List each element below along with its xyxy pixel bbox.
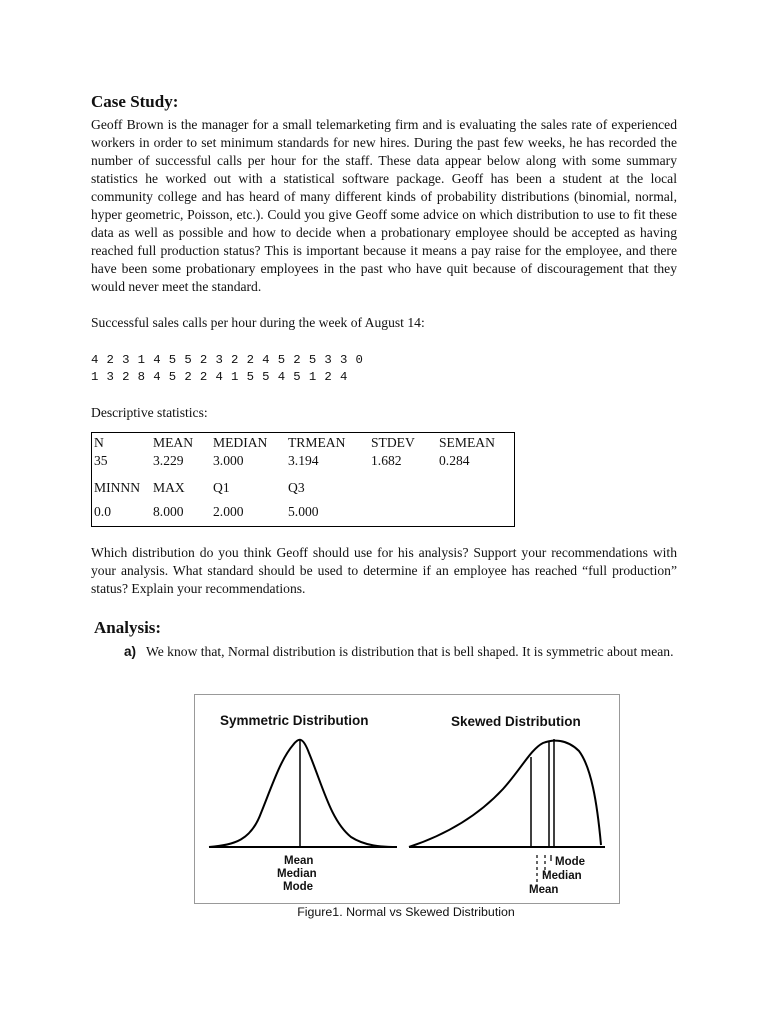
stats-header: MINNN — [94, 480, 141, 495]
stats-value: 3.000 — [213, 453, 244, 468]
analysis-heading: Analysis: — [94, 618, 162, 637]
skewed-title: Skewed Distribution — [451, 714, 581, 729]
stats-header: Q3 — [288, 480, 305, 495]
question-paragraph: Which distribution do you think Geoff should use for his analysis? Support your recommendations with your analysis. What standard should be used to determine if an employee has reached “full production” status? Explain your recommendations. — [91, 545, 677, 596]
data-intro: Successful sales calls per hour during the week of August 14: — [91, 315, 425, 330]
symmetric-label: Mean — [284, 855, 314, 867]
symmetric-title: Symmetric Distribution — [220, 713, 369, 728]
stats-header: STDEV — [371, 435, 415, 450]
stats-value: 0.0 — [94, 504, 111, 519]
stats-header: Q1 — [213, 480, 230, 495]
skewed-label: Median — [542, 870, 582, 882]
data-row-1: 4 2 3 1 4 5 5 2 3 2 2 4 5 2 5 3 3 0 — [91, 353, 364, 367]
stats-header: SEMEAN — [439, 435, 495, 450]
symmetric-curve — [209, 740, 397, 847]
stats-value: 1.682 — [371, 453, 402, 468]
stats-value: 3.229 — [153, 453, 184, 468]
stats-header: N — [94, 435, 104, 450]
item-text: We know that, Normal distribution is distribution that is bell shaped. It is symmetric about mean. — [146, 644, 674, 659]
distribution-figure — [194, 694, 620, 904]
case-study-heading: Case Study: — [91, 92, 179, 111]
document-page — [91, 92, 677, 660]
skewed-label: Mean — [529, 884, 559, 896]
stats-value: 8.000 — [153, 504, 184, 519]
symmetric-label: Median — [277, 868, 317, 880]
data-row-2: 1 3 2 8 4 5 2 2 4 1 5 5 4 5 1 2 4 — [91, 370, 348, 384]
stats-header: MEAN — [153, 435, 194, 450]
skewed-curve — [409, 741, 601, 847]
stats-table — [91, 432, 515, 527]
stats-intro: Descriptive statistics: — [91, 405, 208, 420]
stats-value: 3.194 — [288, 453, 319, 468]
item-label: a) — [124, 644, 137, 659]
stats-value: 5.000 — [288, 504, 319, 519]
skewed-label: Mode — [555, 856, 586, 868]
symmetric-label: Mode — [283, 881, 314, 893]
stats-value: 35 — [94, 453, 108, 468]
stats-value: 0.284 — [439, 453, 470, 468]
stats-header: MAX — [153, 480, 185, 495]
case-study-paragraph: Geoff Brown is the manager for a small telemarketing firm and is evaluating the sales rate of experienced workers in order to set minimum standards for new hires. During the past few weeks, he has recorded the number of successful calls per hour for the staff. These data appear below along with some summary statistics he worked out with a statistical software package. Geoff has been a student at the local community college and has heard of many different kinds of probability distributions (binomial, normal, hyper geometric, Poisson, etc.). Could you give Geoff some advice on which distribution to use to fit these data as well as possible and how to decide when a probationary employee should be accepted as having reached full production status? This is important because it means a pay raise for the employee, and there have been some probationary employees in the past who have quit because of discouragement that they would never meet the standard. — [91, 117, 677, 294]
analysis-item-a — [124, 643, 677, 660]
figure-caption: Figure1. Normal vs Skewed Distribution — [297, 905, 515, 919]
stats-value: 2.000 — [213, 504, 244, 519]
stats-header: MEDIAN — [213, 435, 268, 450]
stats-header: TRMEAN — [288, 435, 346, 450]
